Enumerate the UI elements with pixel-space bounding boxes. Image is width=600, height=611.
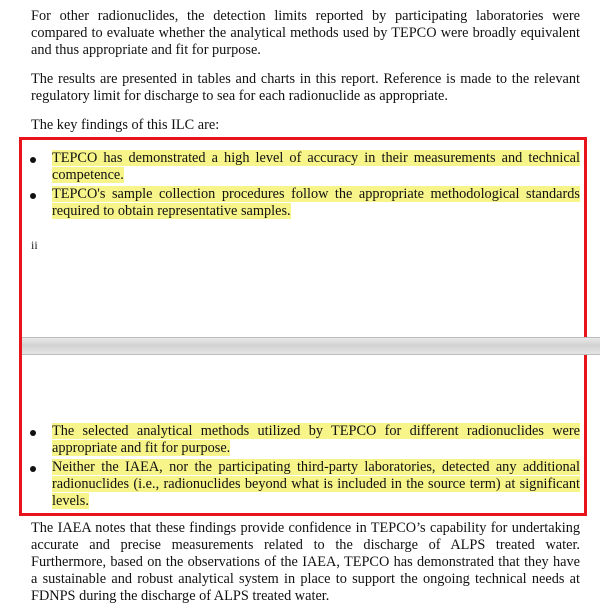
list-item	[28, 186, 580, 220]
page-break	[22, 338, 600, 354]
findings-list-page2	[28, 423, 580, 512]
finding-text: The selected analytical methods utilized by TEPCO for different radionuclides were appropriate and fit for purpose.	[52, 423, 580, 456]
finding-text: TEPCO's sample collection procedures follow the appropriate methodological standards required to obtain representative samples.	[52, 186, 580, 219]
paragraph-results: The results are presented in tables and charts in this report. Reference is made to the relevant regulatory limit for discharge to sea for each radionuclide as appropriate.	[31, 71, 580, 104]
list-item	[28, 150, 580, 184]
findings-list-page1	[28, 150, 580, 222]
bullet-icon	[30, 430, 36, 436]
list-item	[28, 423, 580, 457]
paragraph-key-findings-intro: The key findings of this ILC are:	[31, 117, 220, 133]
page-number: ii	[31, 238, 38, 252]
paragraph-iaea-conclusion: The IAEA notes that these findings provide confidence in TEPCO’s capability for undertaking accurate and precise measurements related to the discharge of ALPS treated water. Furthermore, based on the observations of the IAEA, TEPCO has demonstrated that they have a sustainable and robust analytical system in place to support the ongoing technical needs at FDNPS during the discharge of ALPS treated water.	[31, 520, 580, 604]
finding-text: TEPCO has demonstrated a high level of accuracy in their measurements and technical competence.	[52, 150, 580, 183]
list-item	[28, 459, 580, 510]
finding-text: Neither the IAEA, nor the participating third-party laboratories, detected any additional radionuclides (i.e., radionuclides beyond what is included in the source term) at significant levels.	[52, 459, 580, 509]
paragraph-detection-limits: For other radionuclides, the detection limits reported by participating laboratories were compared to evaluate whether the analytical methods used by TEPCO were broadly equivalent and thus appropriate and fit for purpose.	[31, 8, 580, 58]
bullet-icon	[30, 466, 36, 472]
page-break-bottom-line	[22, 354, 600, 355]
bullet-icon	[30, 193, 36, 199]
bullet-icon	[30, 157, 36, 163]
